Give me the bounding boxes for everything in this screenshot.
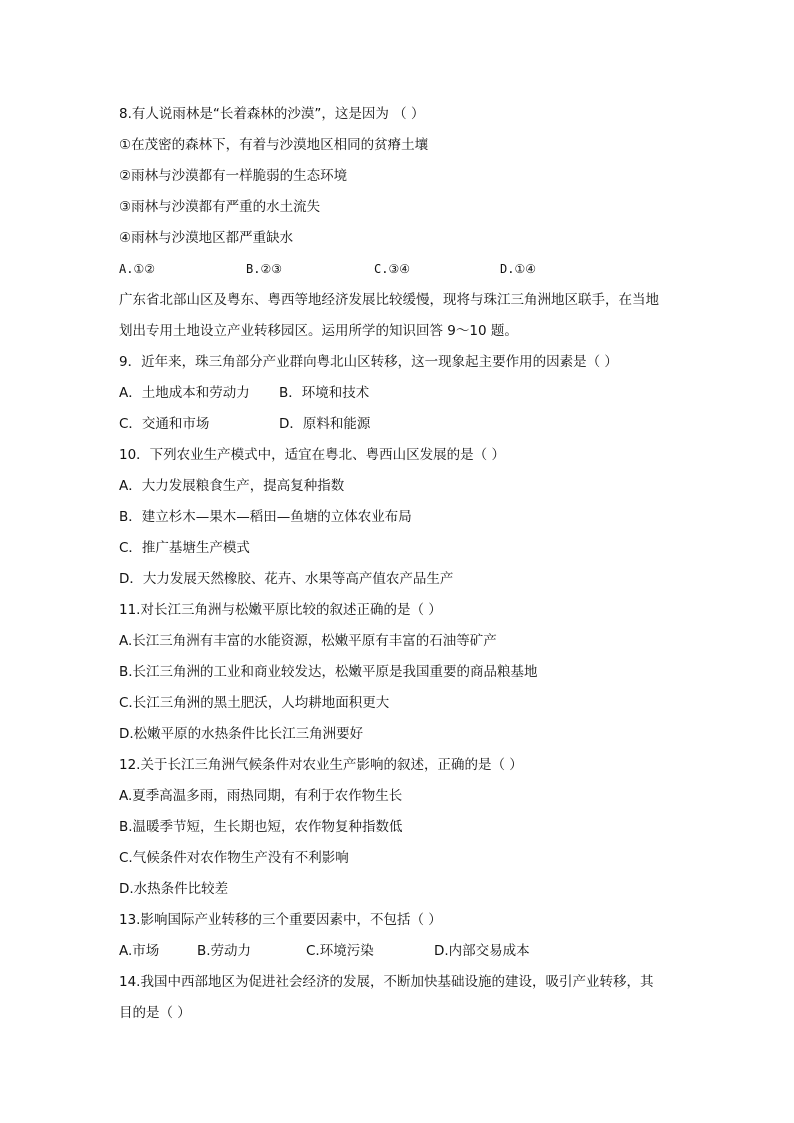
question-12-option-c: C.气候条件对农作物生产没有不利影响 bbox=[119, 850, 349, 866]
option-c: C.③④ bbox=[374, 262, 410, 276]
question-8-options bbox=[119, 259, 699, 279]
question-14-line-1: 14.我国中西部地区为促进社会经济的发展，不断加快基础设施的建设，吸引产业转移，其 bbox=[119, 974, 654, 990]
option-a: A．土地成本和劳动力 bbox=[119, 385, 250, 401]
question-8-statement-2: ②雨林与沙漠都有一样脆弱的生态环境 bbox=[119, 168, 348, 184]
question-8-statement-3: ③雨林与沙漠都有严重的水土流失 bbox=[119, 199, 321, 215]
question-11-option-b: B.长江三角洲的工业和商业较发达，松嫩平原是我国重要的商品粮基地 bbox=[119, 664, 538, 680]
question-10-option-b: B．建立杉木—果木—稻田—鱼塘的立体农业布局 bbox=[119, 509, 412, 525]
question-12-option-d: D.水热条件比较差 bbox=[119, 881, 229, 897]
question-12-option-a: A.夏季高温多雨，雨热同期，有利于农作物生长 bbox=[119, 788, 403, 804]
option-b: B．环境和技术 bbox=[279, 385, 370, 401]
question-12-option-b: B.温暖季节短，生长期也短，农作物复种指数低 bbox=[119, 819, 403, 835]
option-d: D.①④ bbox=[500, 262, 536, 276]
question-9-options-ab bbox=[119, 383, 699, 403]
option-b: B.劳动力 bbox=[197, 943, 252, 959]
question-10-option-a: A．大力发展粮食生产，提高复种指数 bbox=[119, 478, 345, 494]
option-c: C．交通和市场 bbox=[119, 416, 210, 432]
passage-line-2: 划出专用土地设立产业转移园区。运用所学的知识回答 9～10 题。 bbox=[119, 323, 518, 339]
option-d: D.内部交易成本 bbox=[434, 943, 530, 959]
question-14-line-2: 目的是（ ） bbox=[119, 1005, 191, 1021]
question-8-statement-4: ④雨林与沙漠地区都严重缺水 bbox=[119, 230, 294, 246]
question-8-statement-1: ①在茂密的森林下，有着与沙漠地区相同的贫瘠土壤 bbox=[119, 137, 429, 153]
option-d: D．原料和能源 bbox=[279, 416, 371, 432]
question-11-option-c: C.长江三角洲的黑土肥沃，人均耕地面积更大 bbox=[119, 695, 390, 711]
question-13-options bbox=[119, 941, 699, 961]
option-a: A.市场 bbox=[119, 943, 160, 959]
option-a: A.①② bbox=[119, 262, 155, 276]
question-11-option-d: D.松嫩平原的水热条件比长江三角洲要好 bbox=[119, 726, 364, 742]
passage-line-1: 广东省北部山区及粤东、粤西等地经济发展比较缓慢，现将与珠江三角洲地区联手，在当地 bbox=[119, 292, 659, 308]
question-11-option-a: A.长江三角洲有丰富的水能资源，松嫩平原有丰富的石油等矿产 bbox=[119, 633, 497, 649]
question-9-options-cd bbox=[119, 414, 699, 434]
question-8: 8.有人说雨林是“长着森林的沙漠”，这是因为 （ ） bbox=[119, 106, 425, 122]
question-11: 11.对长江三角洲与松嫩平原比较的叙述正确的是（ ） bbox=[119, 602, 442, 618]
option-c: C.环境污染 bbox=[306, 943, 374, 959]
question-10-option-d: D．大力发展天然橡胶、花卉、水果等高产值农产品生产 bbox=[119, 571, 454, 587]
question-13: 13.影响国际产业转移的三个重要因素中，不包括（ ） bbox=[119, 912, 442, 928]
question-12: 12.关于长江三角洲气候条件对农业生产影响的叙述，正确的是（ ） bbox=[119, 757, 523, 773]
question-10-option-c: C．推广基塘生产模式 bbox=[119, 540, 250, 556]
question-10: 10．下列农业生产模式中，适宜在粤北、粤西山区发展的是（ ） bbox=[119, 447, 505, 463]
option-b: B.②③ bbox=[246, 262, 282, 276]
question-9: 9．近年来，珠三角部分产业群向粤北山区转移，这一现象起主要作用的因素是（ ） bbox=[119, 354, 618, 370]
